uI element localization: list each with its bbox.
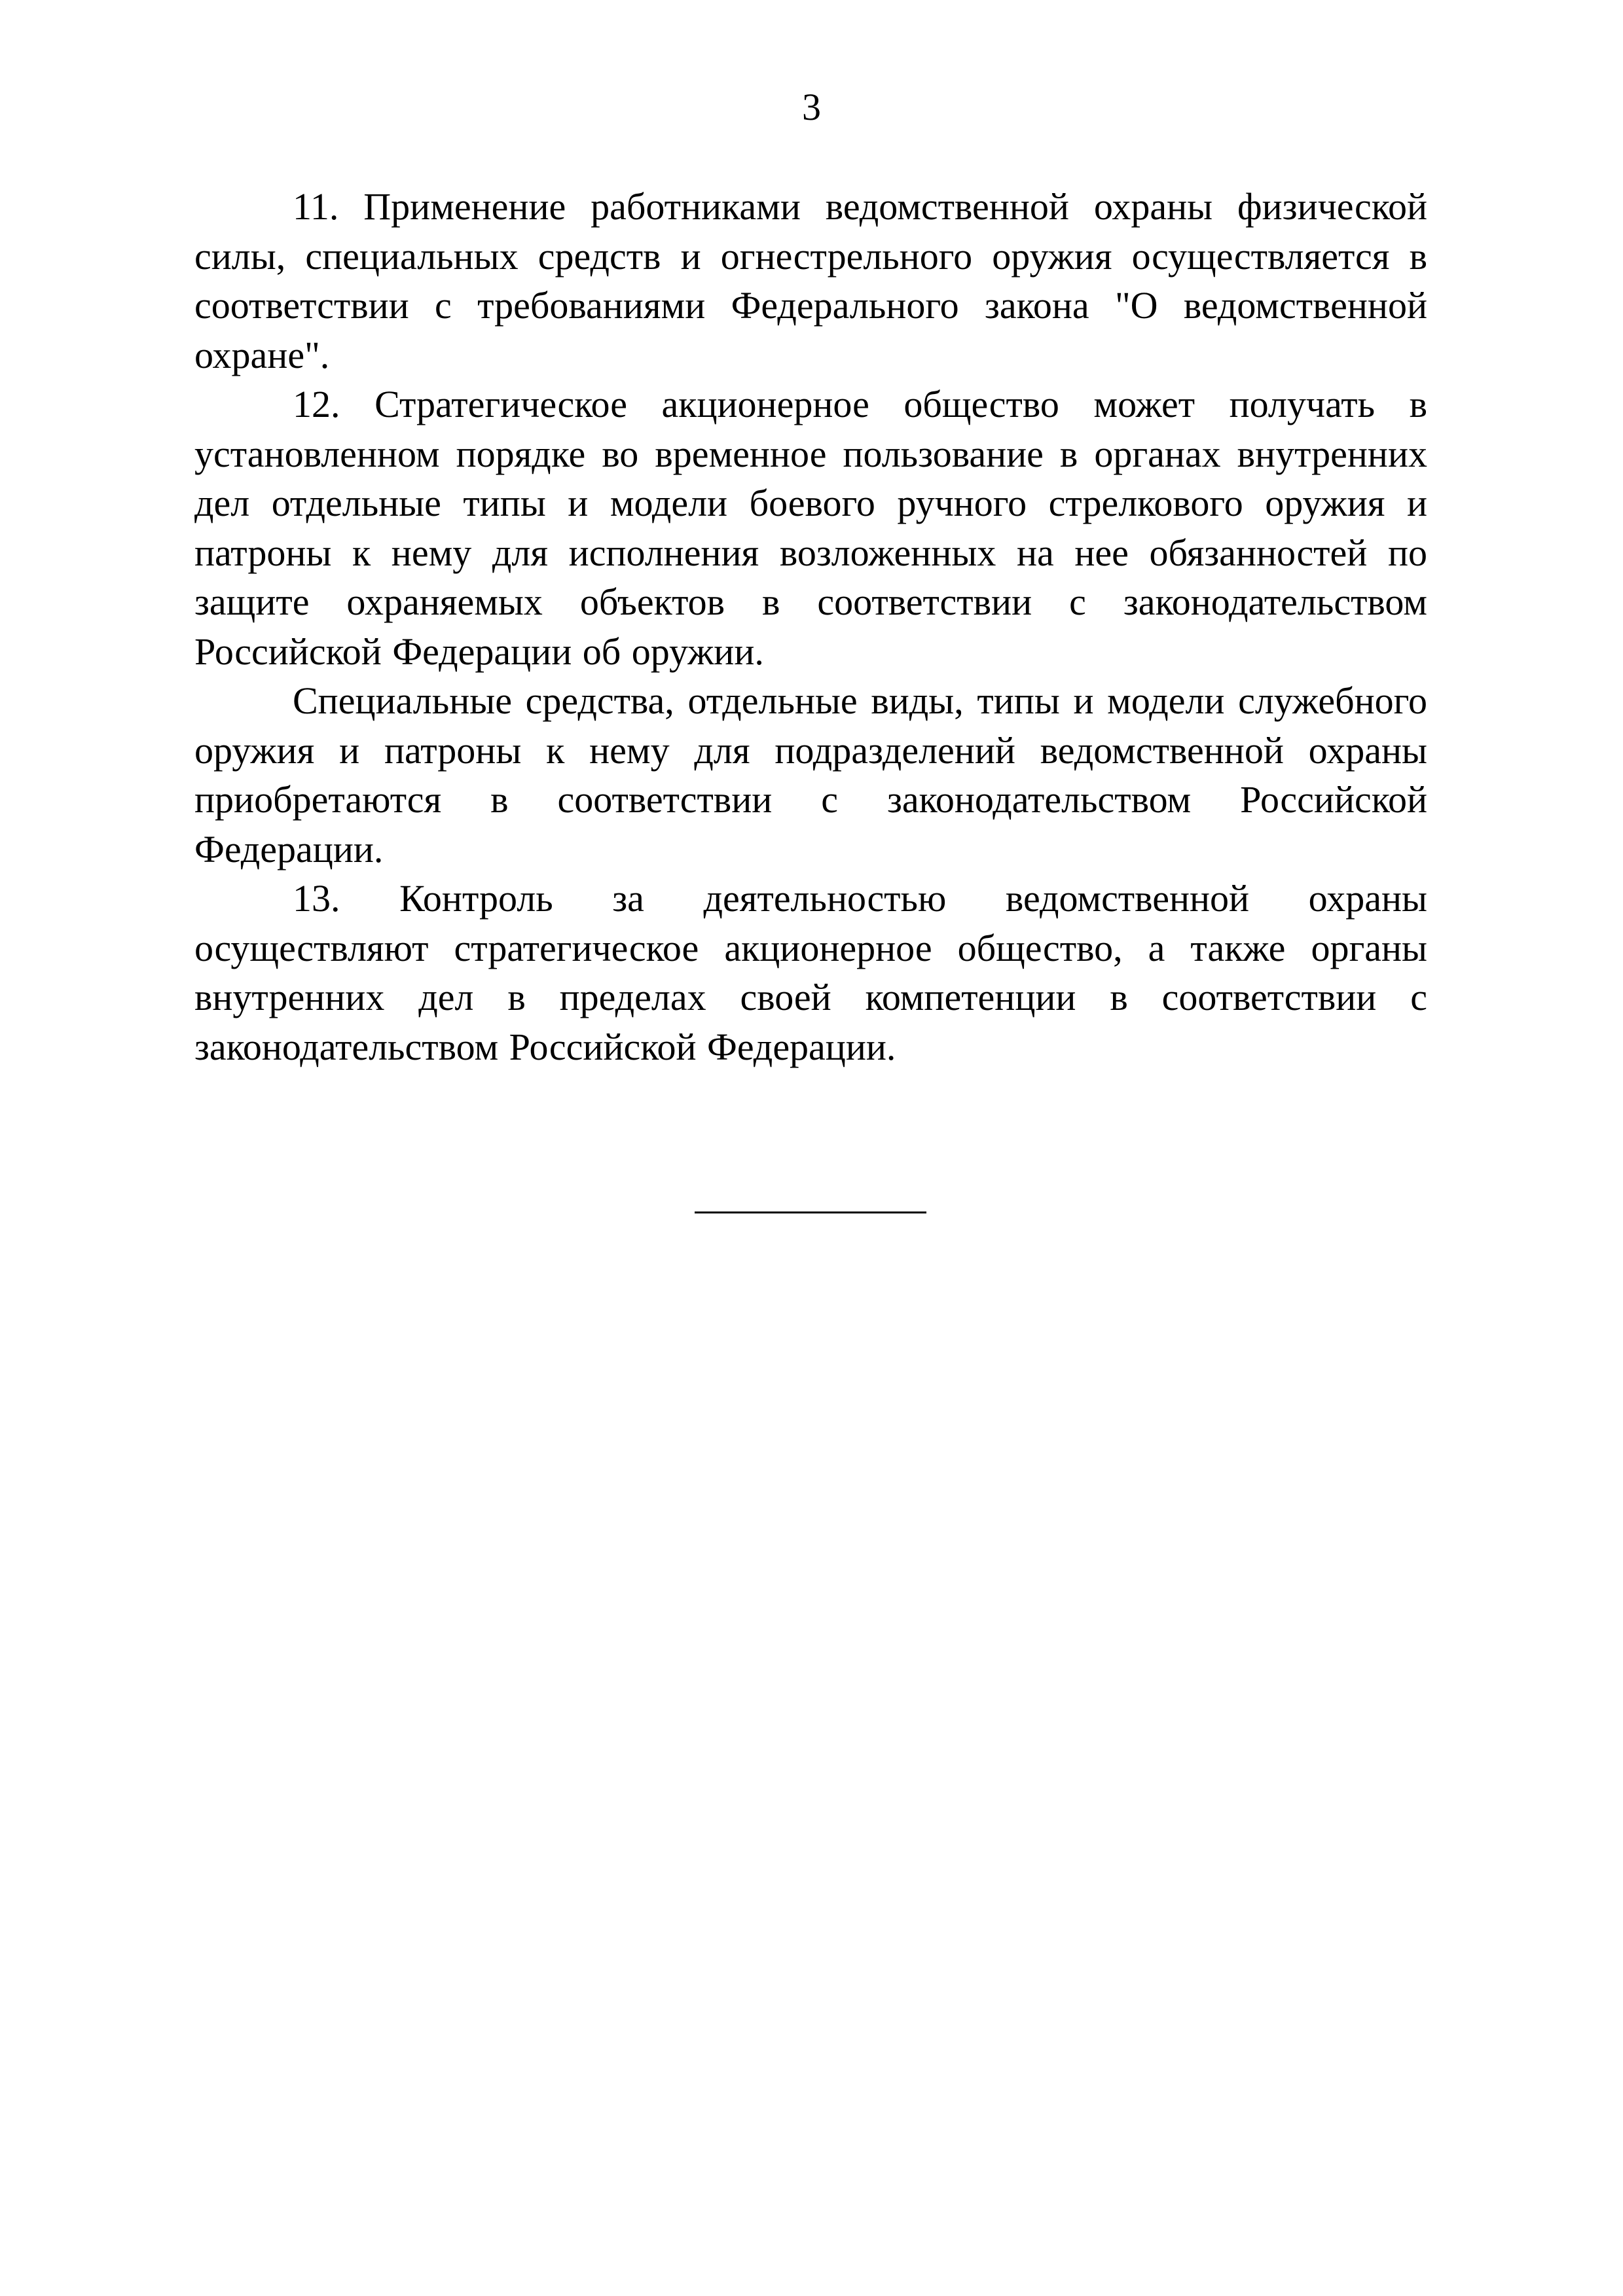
document-body xyxy=(194,182,1427,1071)
end-separator-line xyxy=(695,1211,926,1213)
page-number: 3 xyxy=(802,86,821,128)
paragraph-11: 11. Применение работниками ведомственной охраны физической силы, специальных средств и огнестрельного оружия осуществляется в соответствии с требованиями Федерального закона "О ведомственной охране". xyxy=(194,185,1427,376)
paragraph-13: 13. Контроль за деятельностью ведомственной охраны осуществляют стратегическое акционерное общество, а также органы внутренних дел в пределах своей компетенции в соответствии с законодательством Российской Федерации. xyxy=(194,877,1427,1068)
paragraph-12: 12. Стратегическое акционерное общество может получать в установленном порядке во временное пользование в органах внутренних дел отдельные типы и модели боевого ручного стрелкового оружия и патроны к нему для исполнения возложенных на нее обязанностей по защите охраняемых объектов в соответствии с законодательством Российской Федерации об оружии. xyxy=(194,383,1427,673)
paragraph-12-continued: Специальные средства, отдельные виды, типы и модели служебного оружия и патроны к нему для подразделений ведомственной охраны приобретаются в соответствии с законодательством Российской Федерации. xyxy=(194,679,1427,870)
